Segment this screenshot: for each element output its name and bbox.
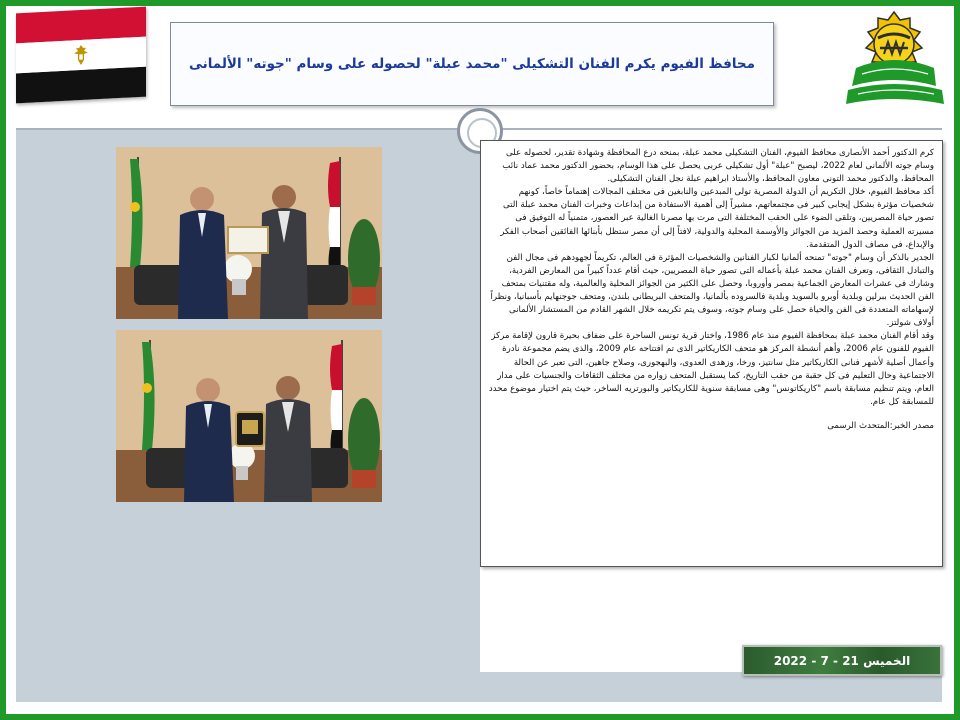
article-body — [487, 147, 934, 409]
article-paragraph-2: أكد محافظ الفيوم، خلال التكريم أن الدولة المصرية تولى المبدعين والنابغين فى مختلف المجالات إهتماماً خاصاً، كونهم شخصيات مؤثرة بشكل إيجابى كبير فى مجتمعاتهم، مشيراً إلى أهمية الاستفادة من إبداعات وخبرات الفنان محمد عبلة التى تصور حياة المصريين، وتلقى الضوء على الحقب المختلفة التى مرت بها مصرنا الغالية عبر العصور، متمنياً له التوفيق فى مسيرته العملية وحصد المزيد من الجوائز والأوسمة المحلية والدولية، لافتاً إلى أن مصر ستظل بأبنائها الفائقين أصحاب الفكر والإبداع، فى مصاف الدول المتقدمة. — [500, 187, 934, 250]
publication-date: الخميس 21 - 7 - 2022 — [773, 653, 911, 668]
article-paragraph-1: كرم الدكتور أحمد الأنصارى محافظ الفيوم، الفنان التشكيلى محمد عبلة، بمنحه درع المحافظة وشهادة تقدير، لحصوله على وسام جوته الألمانى لعام 2022، ليصبح "عبلة" أول تشكيلى عربى يحصل على هذا الوسام، بحضور الدكتور محمد عماد نائب المحافظ، والدكتور محمد التونى معاون المحافظ، والأستاذ ابراهيم عبلة نجل الفنان التشكيلى. — [502, 148, 934, 185]
headline-title: محافظ الفيوم يكرم الفنان التشكيلى "محمد عبلة" لحصوله على وسام "جوته" الألمانى — [188, 56, 756, 72]
egypt-flag-icon — [16, 7, 146, 104]
ceremony-photo-1 — [116, 147, 382, 319]
news-source: مصدر الخبر:المتحدث الرسمى — [827, 420, 934, 431]
date-badge — [742, 645, 942, 676]
ceremony-photo-2 — [116, 330, 382, 502]
headline-box — [170, 22, 774, 106]
article-paragraph-4: وقد أقام الفنان محمد عبلة بمحافظة الفيوم منذ عام 1986، واختار قرية تونس الساحرة على ضفاف بحيرة قارون لإقامة مركز الفيوم للفنون عام 2006، وأهم أنشطة المركز هو متحف الكاريكاتير الذى تم افتتاحه عام 2009، والذى يضم مجموعة نادرة وأعمال أصلية لأشهر فنانى الكاريكاتير مثل سانتيز، ورخا، وزهدى العدوى، والبهجورى، وصلاح جاهين، التى تعبر عن الحالة الاجتماعية وحال التعليم فى كل حقبة من حقب التاريخ، كما يستقبل المتحف زواره من مختلف الثقافات والجنسيات على مدار العام، ويتم تنظيم مسابقة باسم "كاريكاتونس" وهى مسابقة سنوية للكاريكاتير والبورتريه الساخر، حيث يتم اختيار موضوع محدد للمسابقة كل عام. — [488, 331, 934, 407]
fayoum-logo-icon — [838, 8, 950, 112]
article-box — [480, 140, 943, 567]
article-paragraph-3: الجدير بالذكر أن وسام "جوته" تمنحه ألمانيا لكبار الفنانين والشخصيات المؤثرة فى العالم، تكريماً لجهودهم فى مجال الفن والتبادل الثقافى، وتعرف الفنان محمد عبلة بأعماله التى تصور حياة المصريين، حيث أقام عدداً كبيراً من المعارض الفردية، وشارك فى عشرات المعارض الجماعية بمصر وأوروبا، وحصل على الكثير من الجوائز المحلية والعالمية، وله مقتنيات بمتحف الفن الحديث ببرلين وبلدية أوبرو بالسويد وبلدية فالسروده بألمانيا، والمتحف البريطانى بلندن، ومتحف جوجنهايم بأسبانيا، ونظراً لإسهاماته المتعددة فى الفن والحياة حصل على وسام جوته، وسوف يتم تكريمه خلال الشهر القادم من المستشار الألمانى أولاف شولتز. — [490, 252, 934, 329]
bottom-strip — [16, 672, 942, 702]
